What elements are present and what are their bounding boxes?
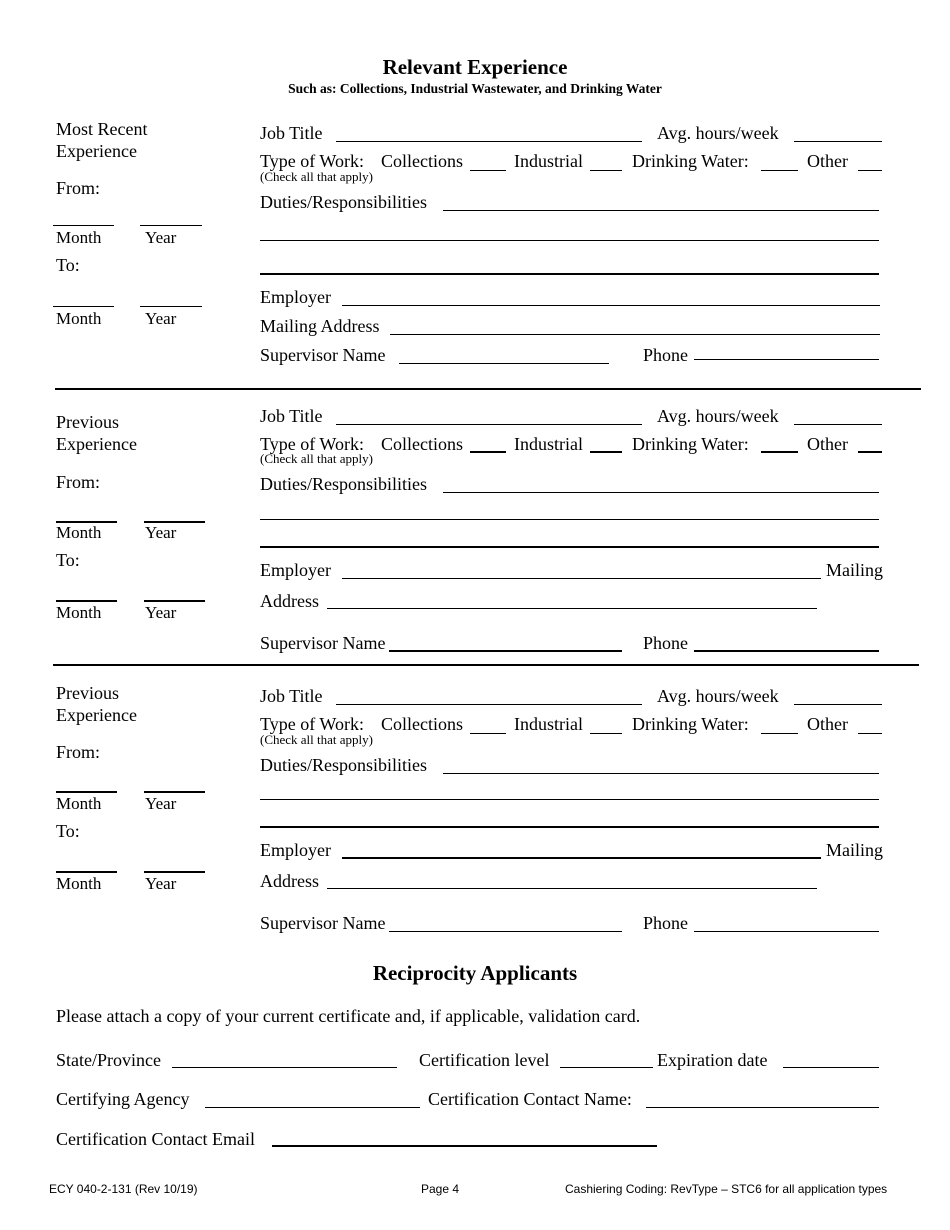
- mailing-address-label: Mailing Address: [260, 316, 380, 336]
- cert-contact-email-field[interactable]: [272, 1145, 657, 1147]
- year-label: Year: [145, 523, 177, 542]
- check-all-note: (Check all that apply): [260, 169, 373, 184]
- section-heading: Experience: [56, 434, 137, 454]
- employer-label: Employer: [260, 560, 331, 580]
- section-divider: [53, 664, 919, 666]
- reciprocity-instruction: Please attach a copy of your current certificate and, if applicable, validation card.: [56, 1006, 641, 1026]
- month-label: Month: [56, 309, 102, 328]
- footer-page-number: Page 4: [421, 1182, 460, 1196]
- certifying-agency-label: Certifying Agency: [56, 1089, 190, 1109]
- drinking-water-checkbox[interactable]: [761, 451, 798, 453]
- month-label: Month: [56, 794, 102, 813]
- address-label: Address: [260, 591, 319, 611]
- section-heading: Experience: [56, 705, 137, 725]
- other-label: Other: [807, 151, 848, 171]
- section-heading: Previous: [56, 683, 119, 703]
- cert-contact-email-label: Certification Contact Email: [56, 1129, 255, 1149]
- avg-hours-field[interactable]: [794, 704, 882, 705]
- month-label: Month: [56, 228, 102, 247]
- duties-field-line-2[interactable]: [260, 519, 879, 520]
- certifying-agency-field[interactable]: [205, 1107, 420, 1108]
- employer-field[interactable]: [342, 305, 880, 306]
- other-checkbox[interactable]: [858, 733, 882, 734]
- collections-checkbox[interactable]: [470, 170, 506, 171]
- collections-label: Collections: [381, 434, 463, 454]
- other-label: Other: [807, 714, 848, 734]
- section-heading: Most Recent: [56, 119, 148, 139]
- phone-label: Phone: [643, 913, 688, 933]
- year-label: Year: [145, 603, 177, 622]
- supervisor-name-label: Supervisor Name: [260, 913, 386, 933]
- mailing-label: Mailing: [826, 840, 883, 860]
- employer-label: Employer: [260, 287, 331, 307]
- section-divider: [55, 388, 921, 390]
- collections-label: Collections: [381, 714, 463, 734]
- job-title-label: Job Title: [260, 123, 323, 143]
- type-of-work-label: Type of Work:: [260, 434, 364, 454]
- phone-label: Phone: [643, 633, 688, 653]
- duties-field[interactable]: [443, 773, 879, 774]
- cert-contact-name-label: Certification Contact Name:: [428, 1089, 632, 1109]
- from-label: From:: [56, 472, 101, 492]
- collections-checkbox[interactable]: [470, 451, 506, 453]
- state-province-field[interactable]: [172, 1067, 397, 1068]
- check-all-note: (Check all that apply): [260, 451, 373, 466]
- from-year-field[interactable]: [140, 225, 202, 226]
- year-label: Year: [145, 874, 177, 893]
- duties-label: Duties/Responsibilities: [260, 755, 428, 775]
- to-year-field[interactable]: [144, 871, 205, 873]
- drinking-water-checkbox[interactable]: [761, 170, 798, 171]
- to-year-field[interactable]: [140, 306, 202, 307]
- phone-label: Phone: [643, 345, 688, 365]
- expiration-date-label: Expiration date: [657, 1050, 768, 1070]
- mailing-label: Mailing: [826, 560, 883, 580]
- duties-field-line-3[interactable]: [260, 546, 879, 548]
- supervisor-name-field[interactable]: [399, 363, 609, 364]
- duties-field-line-3[interactable]: [260, 826, 879, 828]
- duties-field[interactable]: [443, 492, 879, 493]
- state-province-label: State/Province: [56, 1050, 161, 1070]
- employer-field[interactable]: [342, 578, 821, 579]
- mailing-address-field[interactable]: [390, 334, 880, 335]
- from-month-field[interactable]: [53, 225, 114, 226]
- check-all-note: (Check all that apply): [260, 732, 373, 747]
- year-label: Year: [145, 228, 177, 247]
- reciprocity-title: Reciprocity Applicants: [372, 961, 578, 985]
- to-month-field[interactable]: [56, 871, 117, 873]
- from-year-field[interactable]: [144, 791, 205, 793]
- month-label: Month: [56, 874, 102, 893]
- mailing-address-field[interactable]: [327, 888, 817, 889]
- address-label: Address: [260, 871, 319, 891]
- other-label: Other: [807, 434, 848, 454]
- cert-contact-name-field[interactable]: [646, 1107, 879, 1108]
- from-label: From:: [56, 742, 101, 762]
- other-checkbox[interactable]: [858, 170, 882, 171]
- avg-hours-field[interactable]: [794, 424, 882, 425]
- mailing-address-field[interactable]: [327, 608, 817, 609]
- section-heading: Experience: [56, 141, 137, 161]
- supervisor-name-label: Supervisor Name: [260, 633, 386, 653]
- phone-field[interactable]: [694, 650, 879, 652]
- job-title-field[interactable]: [336, 424, 642, 425]
- from-month-field[interactable]: [56, 791, 117, 793]
- industrial-checkbox[interactable]: [590, 170, 622, 171]
- avg-hours-label: Avg. hours/week: [657, 123, 779, 143]
- industrial-label: Industrial: [514, 151, 583, 171]
- job-title-field[interactable]: [336, 141, 642, 142]
- industrial-label: Industrial: [514, 714, 583, 734]
- phone-field[interactable]: [694, 931, 879, 932]
- to-label: To:: [56, 821, 80, 841]
- duties-field-line-3[interactable]: [260, 273, 879, 275]
- from-label: From:: [56, 178, 101, 198]
- duties-field[interactable]: [443, 210, 879, 211]
- supervisor-name-label: Supervisor Name: [260, 345, 386, 365]
- cert-level-field[interactable]: [560, 1067, 653, 1068]
- duties-label: Duties/Responsibilities: [260, 474, 428, 494]
- employer-field[interactable]: [342, 857, 821, 859]
- phone-field[interactable]: [694, 359, 879, 360]
- job-title-label: Job Title: [260, 686, 323, 706]
- type-of-work-label: Type of Work:: [260, 714, 364, 734]
- collections-checkbox[interactable]: [470, 733, 506, 734]
- drinking-water-label: Drinking Water:: [632, 714, 749, 734]
- collections-label: Collections: [381, 151, 463, 171]
- avg-hours-field[interactable]: [794, 141, 882, 142]
- industrial-checkbox[interactable]: [590, 733, 622, 734]
- to-month-field[interactable]: [56, 600, 117, 602]
- year-label: Year: [145, 794, 177, 813]
- duties-field-line-2[interactable]: [260, 799, 879, 800]
- expiration-date-field[interactable]: [783, 1067, 879, 1068]
- industrial-label: Industrial: [514, 434, 583, 454]
- avg-hours-label: Avg. hours/week: [657, 686, 779, 706]
- month-label: Month: [56, 523, 102, 542]
- to-label: To:: [56, 255, 80, 275]
- avg-hours-label: Avg. hours/week: [657, 406, 779, 426]
- to-label: To:: [56, 550, 80, 570]
- to-month-field[interactable]: [53, 306, 114, 307]
- job-title-field[interactable]: [336, 704, 642, 705]
- employer-label: Employer: [260, 840, 331, 860]
- page-subtitle: Such as: Collections, Industrial Wastewater, and Drinking Water: [288, 81, 662, 96]
- job-title-label: Job Title: [260, 406, 323, 426]
- to-year-field[interactable]: [144, 600, 205, 602]
- duties-field-line-2[interactable]: [260, 240, 879, 241]
- type-of-work-label: Type of Work:: [260, 151, 364, 171]
- other-checkbox[interactable]: [858, 451, 882, 453]
- industrial-checkbox[interactable]: [590, 451, 622, 453]
- supervisor-name-field[interactable]: [389, 931, 622, 932]
- drinking-water-label: Drinking Water:: [632, 434, 749, 454]
- section-heading: Previous: [56, 412, 119, 432]
- month-label: Month: [56, 603, 102, 622]
- duties-label: Duties/Responsibilities: [260, 192, 428, 212]
- footer-cashiering-code: Cashiering Coding: RevType – STC6 for all application types: [565, 1182, 888, 1196]
- page-title: Relevant Experience: [382, 55, 568, 79]
- footer-form-number: ECY 040-2-131 (Rev 10/19): [49, 1182, 198, 1196]
- cert-level-label: Certification level: [419, 1050, 550, 1070]
- year-label: Year: [145, 309, 177, 328]
- drinking-water-checkbox[interactable]: [761, 733, 798, 734]
- drinking-water-label: Drinking Water:: [632, 151, 749, 171]
- supervisor-name-field[interactable]: [389, 650, 622, 652]
